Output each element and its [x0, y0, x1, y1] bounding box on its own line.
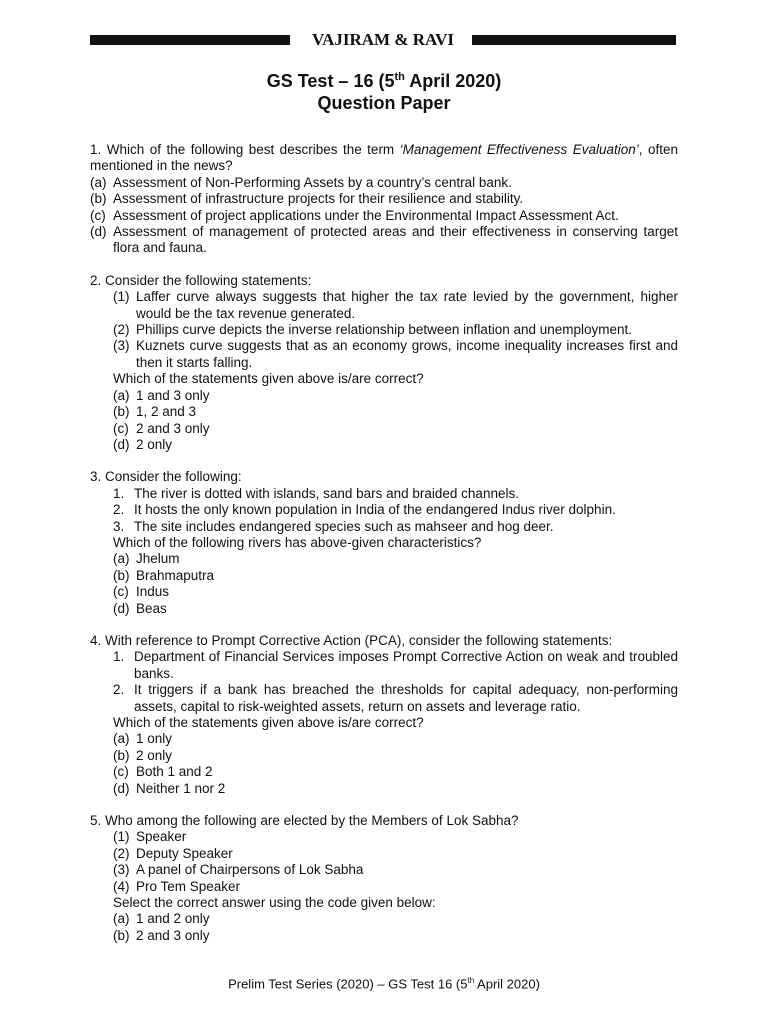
- option-label: (c): [113, 764, 129, 780]
- title-line-2: Question Paper: [317, 93, 451, 113]
- option-text: Beas: [136, 600, 167, 616]
- question-prompt: Select the correct answer using the code given below:: [113, 895, 436, 911]
- statement-text: A panel of Chairpersons of Lok Sabha: [136, 862, 364, 878]
- footer-text: Prelim Test Series (2020) – GS Test 16 (5: [228, 976, 468, 992]
- question-stem: 4. With reference to Prompt Corrective Action (PCA), consider the following statements:: [90, 632, 613, 648]
- page-header: [90, 30, 676, 50]
- option-text: Indus: [136, 584, 170, 600]
- footer-text-end: April 2020): [474, 976, 540, 992]
- option-label: (c): [113, 420, 129, 436]
- option-d: [113, 437, 678, 453]
- brand-name: VAJIRAM & RAVI: [312, 30, 454, 49]
- question-prompt: Which of the following rivers has above-given characteristics?: [113, 534, 482, 550]
- statement-text: It triggers if a bank has breached the thresholds for capital adequacy, non-performing assets, capital to risk-weighted assets, return on assets and leverage ratio.: [134, 682, 678, 714]
- statement-text: Speaker: [136, 829, 187, 845]
- stem-text-end: , often mentioned in the news?: [90, 142, 679, 174]
- statement-2: [113, 502, 678, 518]
- statement-text: Pro Tem Speaker: [136, 878, 241, 894]
- statement-label: (2): [113, 845, 130, 861]
- option-label: (d): [90, 224, 107, 240]
- statement-label: (4): [113, 878, 130, 894]
- statement-1: [113, 289, 678, 322]
- statement-3: [113, 519, 678, 535]
- option-text: Brahmaputra: [136, 567, 215, 583]
- statement-label: 3.: [113, 518, 125, 534]
- statement-1: [113, 486, 678, 502]
- statement-label: (1): [113, 829, 130, 845]
- option-a: [113, 551, 678, 567]
- option-label: (b): [113, 927, 130, 943]
- option-text: 1 only: [136, 731, 173, 747]
- question-stem: 2. Consider the following statements:: [90, 272, 312, 288]
- option-a: [113, 911, 678, 927]
- statement-3: [113, 338, 678, 371]
- question-2: [90, 273, 678, 453]
- statement-label: (3): [113, 862, 130, 878]
- option-label: (b): [113, 567, 130, 583]
- statement-1: [113, 649, 678, 682]
- question-1: [90, 142, 678, 257]
- option-label: (a): [113, 731, 130, 747]
- option-label: (a): [113, 911, 130, 927]
- statement-label: (1): [113, 289, 130, 305]
- option-b: [90, 191, 678, 207]
- statement-text: Laffer curve always suggests that higher the tax rate levied by the government, higher would be the tax revenue generated.: [136, 289, 678, 321]
- option-d: [113, 781, 678, 797]
- option-b: [113, 568, 678, 584]
- option-d: [113, 601, 678, 617]
- option-text: Assessment of project applications under the Environmental Impact Assessment Act.: [113, 207, 619, 223]
- statement-4: [113, 879, 678, 895]
- option-text: Assessment of Non-Performing Assets by a country’s central bank.: [113, 174, 512, 190]
- statement-text: Phillips curve depicts the inverse relationship between inflation and unemployment.: [136, 322, 633, 338]
- question-stem: [90, 142, 678, 175]
- option-label: (c): [113, 584, 129, 600]
- option-text: 2 only: [136, 436, 173, 452]
- statement-2: [113, 682, 678, 715]
- statement-list: [90, 486, 678, 617]
- option-c: [113, 764, 678, 780]
- option-c: [90, 208, 678, 224]
- stem-text: 1. Which of the following best describes the term: [90, 142, 400, 157]
- option-text: Assessment of infrastructure projects for their resilience and stability.: [113, 191, 524, 207]
- option-text: 2 and 3 only: [136, 927, 210, 943]
- question-prompt: Which of the statements given above is/are correct?: [113, 715, 424, 730]
- option-label: (d): [113, 780, 130, 796]
- option-c: [113, 584, 678, 600]
- title-text-end: April 2020): [404, 71, 502, 91]
- option-a: [113, 731, 678, 747]
- option-text: Assessment of management of protected areas and their effectiveness in conserving target flora and fauna.: [113, 224, 678, 256]
- statement-list: [90, 289, 678, 453]
- statement-text: Kuznets curve suggests that as an economy grows, income inequality increases first and then it starts falling.: [136, 338, 678, 370]
- title-line-1: [0, 66, 768, 92]
- option-label: (b): [113, 747, 130, 763]
- statement-2: [113, 846, 678, 862]
- footer-superscript: th: [467, 976, 475, 985]
- option-d: [90, 224, 678, 257]
- statement-label: (3): [113, 338, 130, 354]
- option-text: 1 and 3 only: [136, 387, 210, 403]
- option-label: (a): [90, 174, 107, 190]
- question-4: [90, 633, 678, 797]
- statement-text: It hosts the only known population in India of the endangered Indus river dolphin.: [134, 502, 616, 518]
- title-text: GS Test – 16 (5: [266, 71, 395, 91]
- option-text: Neither 1 nor 2: [136, 780, 226, 796]
- option-a: [90, 175, 678, 191]
- option-a: [113, 388, 678, 404]
- option-b: [113, 928, 678, 944]
- statement-text: The river is dotted with islands, sand bars and braided channels.: [134, 485, 519, 501]
- option-text: 1 and 2 only: [136, 911, 210, 927]
- statement-3: [113, 862, 678, 878]
- option-b: [113, 404, 678, 420]
- question-stem: 3. Consider the following:: [90, 469, 242, 485]
- question-list: [90, 142, 678, 960]
- option-label: (a): [113, 551, 130, 567]
- option-c: [113, 421, 678, 437]
- statement-label: 1.: [113, 485, 125, 501]
- option-label: (b): [90, 191, 107, 207]
- question-3: [90, 469, 678, 617]
- page-title: [0, 66, 768, 114]
- statement-list: [90, 649, 678, 797]
- option-label: (c): [90, 207, 106, 223]
- stem-term: ‘Management Effectiveness Evaluation’: [399, 142, 639, 157]
- page-footer: [0, 976, 768, 991]
- option-label: (d): [113, 436, 130, 452]
- option-label: (d): [113, 600, 130, 616]
- option-b: [113, 748, 678, 764]
- statement-list: [90, 829, 678, 944]
- statement-label: (2): [113, 322, 130, 338]
- question-5: [90, 813, 678, 944]
- statement-label: 1.: [113, 649, 125, 665]
- option-text: 2 only: [136, 747, 173, 763]
- question-stem: 5. Who among the following are elected by the Members of Lok Sabha?: [90, 813, 519, 829]
- question-prompt: Which of the statements given above is/are correct?: [113, 371, 424, 387]
- statement-1: [113, 829, 678, 845]
- statement-2: [113, 322, 678, 338]
- option-label: (a): [113, 387, 130, 403]
- statement-label: 2.: [113, 682, 125, 698]
- option-text: 2 and 3 only: [136, 420, 210, 436]
- statement-text: Deputy Speaker: [136, 845, 233, 861]
- option-text: 1, 2 and 3: [136, 404, 197, 420]
- option-label: (b): [113, 404, 130, 420]
- title-superscript: th: [394, 71, 405, 83]
- option-text: Jhelum: [136, 551, 180, 567]
- statement-text: The site includes endangered species such as mahseer and hog deer.: [134, 518, 554, 534]
- option-text: Both 1 and 2: [136, 764, 213, 780]
- statement-text: Department of Financial Services imposes Prompt Corrective Action on weak and troubled banks.: [134, 649, 678, 681]
- statement-label: 2.: [113, 502, 125, 518]
